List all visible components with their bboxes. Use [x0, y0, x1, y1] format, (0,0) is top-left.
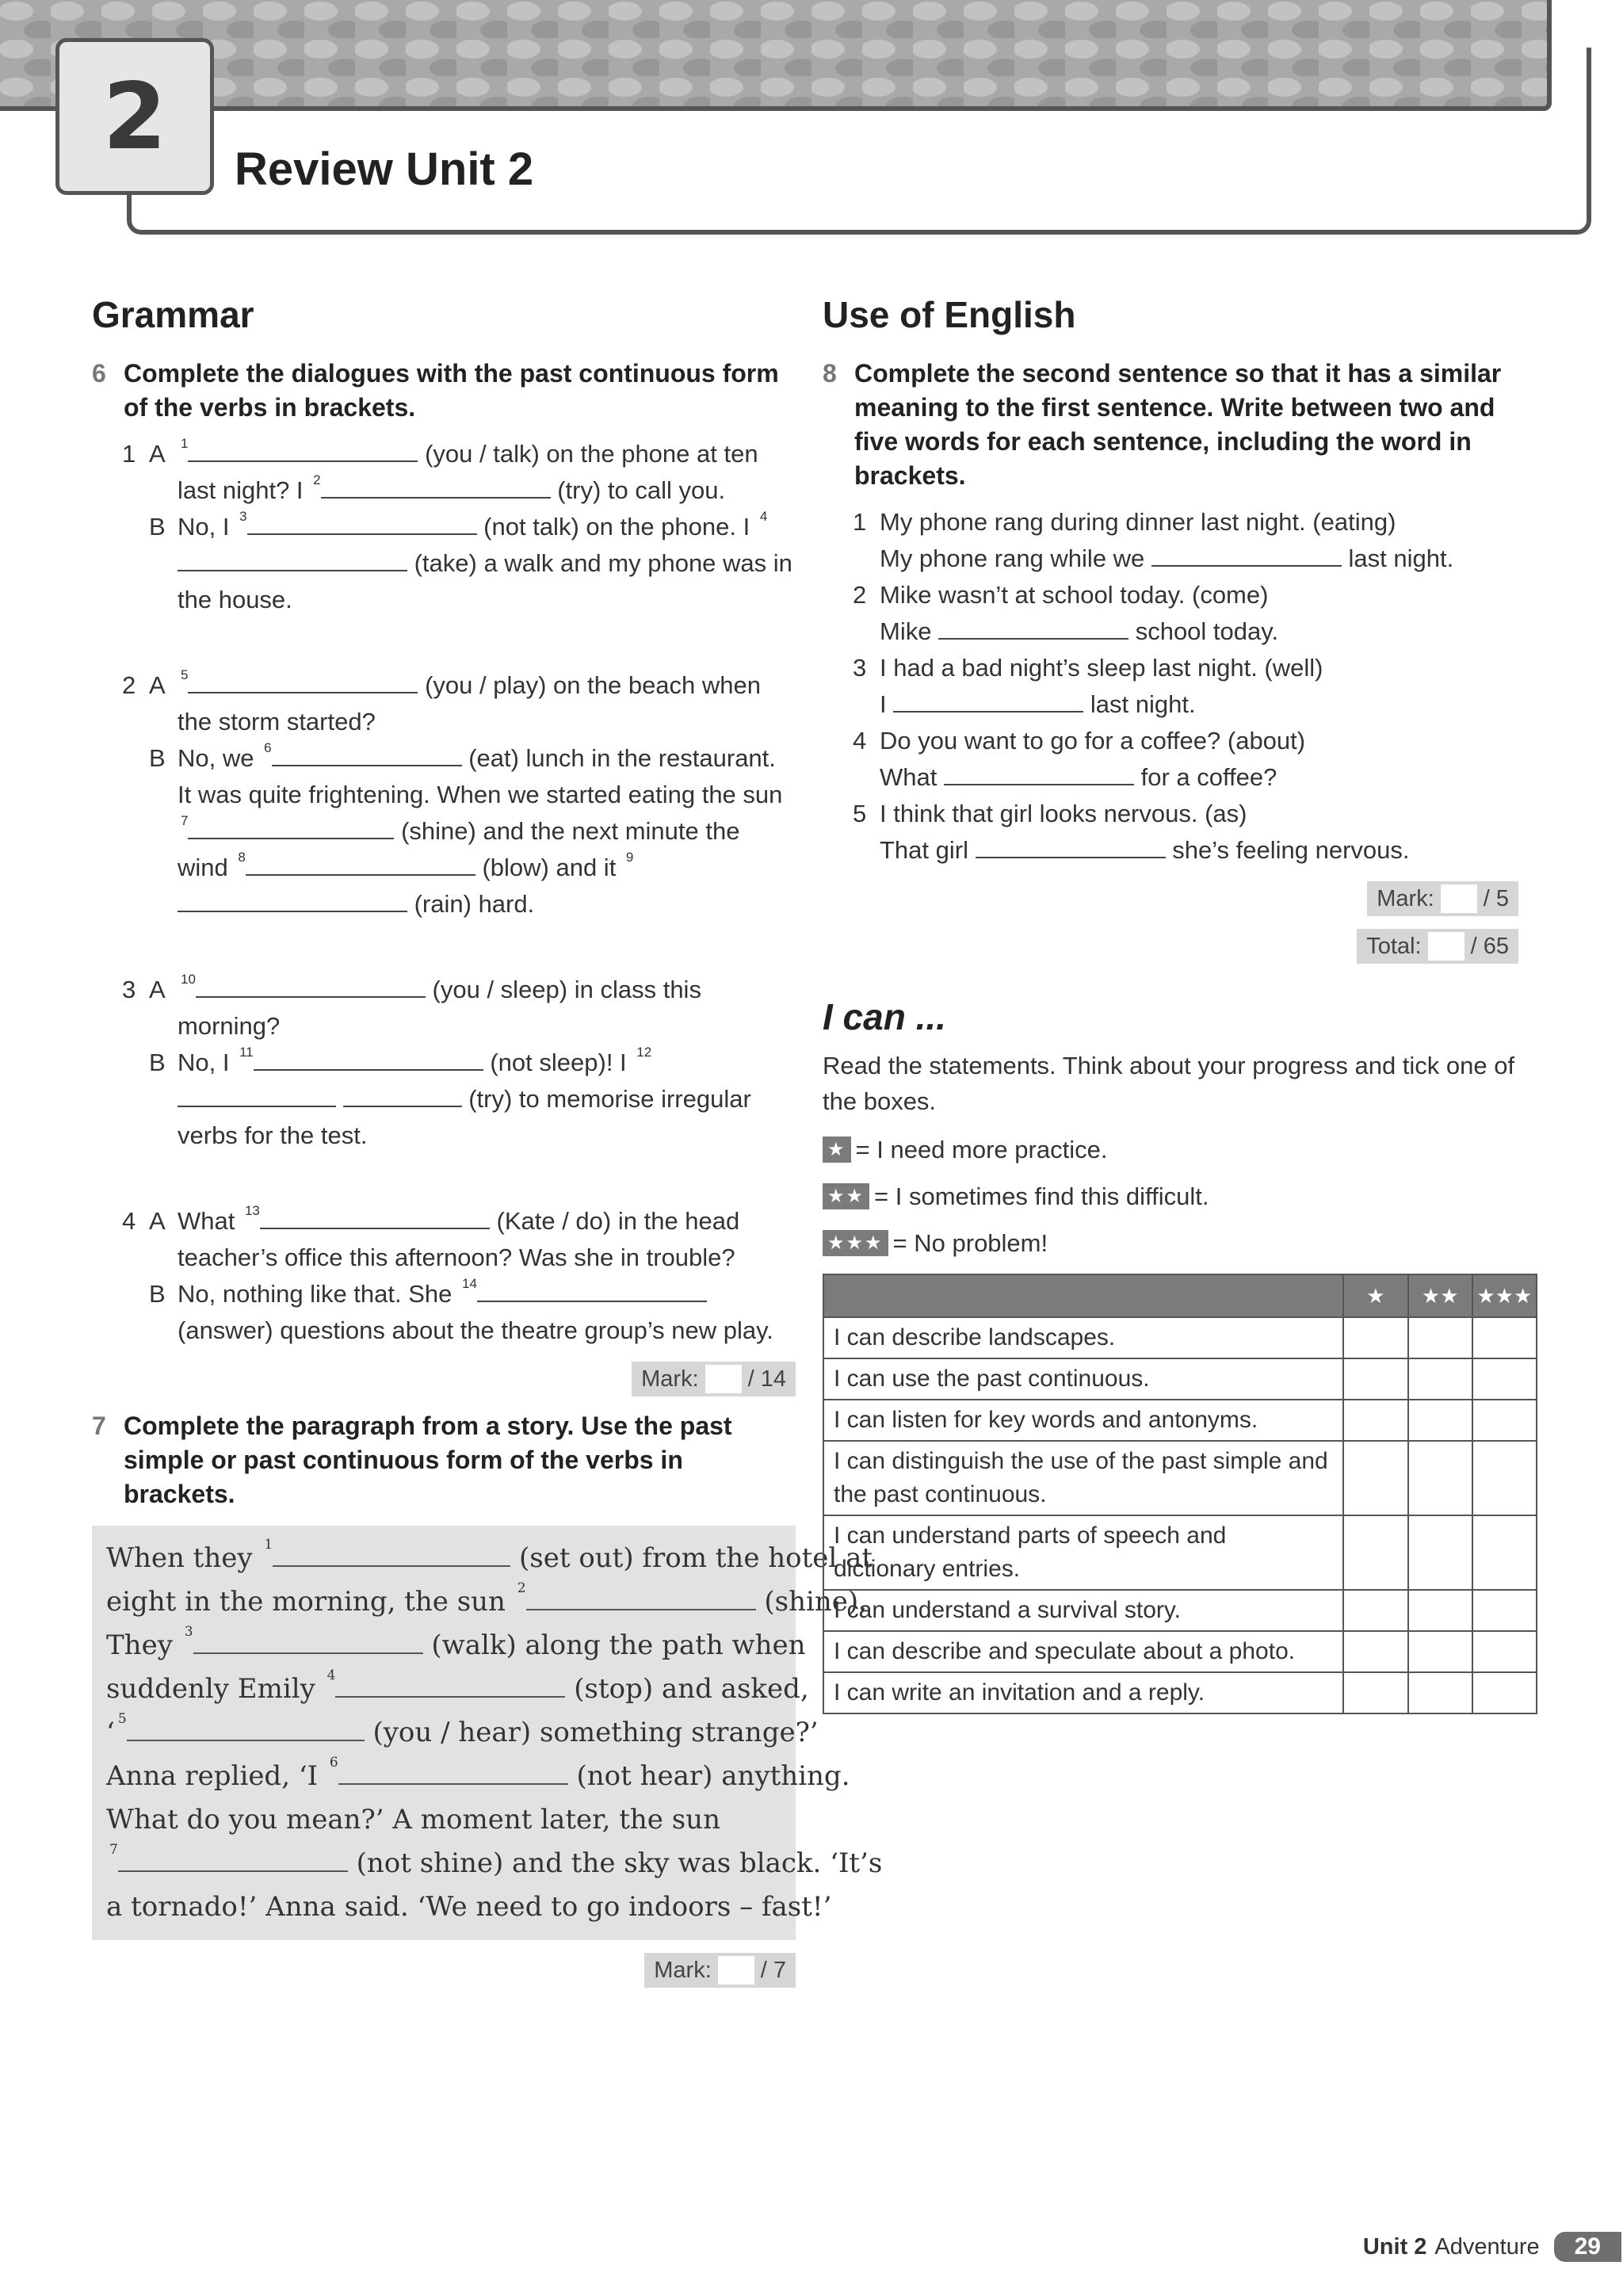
unit-number-badge: 2: [55, 38, 214, 195]
uoe-blank-2[interactable]: [938, 614, 1128, 640]
dialogue-2b: B No, we $^6$ (eat) lunch in the restaurant. It was quite frightening. When we started eating the sun $^7$ (shine) and the next minute the wind $^8$ (blow) and it $^9$ (rain) hard.: [149, 740, 783, 918]
item-1-answer: My phone rang while we last night.: [853, 541, 1526, 577]
story-blank-7[interactable]: [118, 1847, 348, 1872]
task-8-instruction: [823, 357, 1526, 493]
tick-box[interactable]: [1472, 1590, 1537, 1631]
story-blank-1[interactable]: [273, 1541, 510, 1567]
task-text: Complete the dialogues with the past continuous form of the verbs in brackets.: [124, 359, 779, 422]
task-number: 8: [823, 359, 837, 388]
task-7-instruction: [92, 1409, 796, 1511]
tick-box[interactable]: [1408, 1631, 1472, 1672]
star-icon: ★: [823, 1137, 851, 1163]
tick-box[interactable]: [1408, 1515, 1472, 1590]
mark-total: / 14: [747, 1366, 786, 1392]
mark-6: [92, 1362, 796, 1396]
uoe-blank-4[interactable]: [944, 760, 1134, 785]
dialogue-4a: 4 A What $^{13}$ (Kate / do) in the head teacher’s office this afternoon? Was she in trouble?: [122, 1203, 740, 1271]
tick-box[interactable]: [1472, 1672, 1537, 1713]
key-three-star: ★★★ = No problem!: [823, 1227, 1526, 1259]
tick-box[interactable]: [1343, 1672, 1407, 1713]
mark-8-input[interactable]: [1441, 884, 1477, 913]
star-icon: ★: [1343, 1274, 1407, 1317]
story-blank-6[interactable]: [338, 1759, 568, 1785]
tick-box[interactable]: [1343, 1400, 1407, 1441]
tick-box[interactable]: [1408, 1590, 1472, 1631]
answer-blank-12-cont[interactable]: [343, 1082, 462, 1107]
mark-label: Mark:: [1377, 885, 1434, 911]
page-title: Review Unit 2: [235, 143, 534, 195]
item-5-prompt: 5 I think that girl looks nervous. (as): [853, 800, 1247, 827]
table-header-blank: [823, 1274, 1343, 1317]
key-two-star: ★★ = I sometimes find this difficult.: [823, 1180, 1526, 1213]
key-one-star: ★ = I need more practice.: [823, 1133, 1526, 1166]
item-3-answer: I last night.: [853, 686, 1526, 723]
dialogue-3b: B No, I $^{11}$ (not sleep)! I $^{12}$ (try) to memorise irregular verbs for the test.: [149, 1045, 751, 1149]
total-input[interactable]: [1428, 932, 1465, 961]
tick-box[interactable]: [1343, 1358, 1407, 1400]
mark-6-input[interactable]: [705, 1365, 742, 1393]
total-mark: [823, 929, 1518, 964]
answer-blank-6[interactable]: [272, 741, 462, 766]
table-row: I can distinguish the use of the past simple and the past continuous.: [823, 1441, 1537, 1515]
task-6-instruction: [92, 357, 796, 425]
table-row: I can write an invitation and a reply.: [823, 1672, 1537, 1713]
mark-8: [823, 881, 1518, 916]
star-icon: ★★: [1408, 1274, 1472, 1317]
tick-box[interactable]: [1472, 1358, 1537, 1400]
footer-unit-name: Adventure: [1434, 2233, 1540, 2260]
answer-blank-3[interactable]: [247, 510, 477, 535]
tick-box[interactable]: [1408, 1317, 1472, 1358]
tick-box[interactable]: [1343, 1441, 1407, 1515]
uoe-blank-1[interactable]: [1151, 541, 1342, 567]
total-label: Total:: [1366, 933, 1422, 959]
answer-blank-8[interactable]: [246, 850, 475, 876]
story-blank-4[interactable]: [335, 1672, 565, 1698]
item-5-answer: That girl she’s feeling nervous.: [853, 832, 1526, 869]
page-footer: [1363, 2232, 1621, 2262]
dialogue-2a: 2 A $^5$ (you / play) on the beach when the storm started?: [122, 667, 762, 735]
item-2-answer: Mike school today.: [853, 613, 1526, 650]
story-blank-2[interactable]: [526, 1585, 756, 1610]
star-icon: ★★★: [823, 1230, 888, 1256]
grammar-section: [92, 293, 883, 2000]
tick-box[interactable]: [1472, 1317, 1537, 1358]
mark-7-input[interactable]: [718, 1956, 754, 1985]
total-value: / 65: [1470, 933, 1509, 959]
dialogue-list: [122, 436, 796, 1349]
tick-box[interactable]: [1472, 1400, 1537, 1441]
tick-box[interactable]: [1408, 1441, 1472, 1515]
ican-table: [823, 1274, 1537, 1714]
item-4-prompt: 4 Do you want to go for a coffee? (about): [853, 727, 1306, 755]
mark-total: / 5: [1483, 885, 1509, 911]
tick-box[interactable]: [1343, 1317, 1407, 1358]
item-2-prompt: 2 Mike wasn’t at school today. (come): [853, 581, 1269, 609]
answer-blank-12[interactable]: [178, 1082, 336, 1107]
tick-box[interactable]: [1472, 1631, 1537, 1672]
table-row: I can describe landscapes.: [823, 1317, 1537, 1358]
use-of-english-heading: Use of English: [823, 294, 1076, 335]
star-icon: ★★★: [1472, 1274, 1537, 1317]
story-panel: When they $^1$ (set out) from the hotel at eight in the morning, the sun $^2$ (shine). They $^3$ (walk) along the path when suddenly Emily $^4$ (stop) and asked, ‘ $^5$ (you / hear) something strange?’ Anna replied, ‘I $^6$ (not hear) anything. What do you mean?’ A moment later, the sun $^7$ (not shine) and the sky was black. ‘It’s a tornado!’ Anna said. ‘We need to go indoors – fast!’: [92, 1526, 796, 1940]
answer-blank-2[interactable]: [321, 473, 551, 499]
mark-label: Mark:: [654, 1957, 712, 1983]
mark-total: / 7: [760, 1957, 786, 1983]
uoe-blank-3[interactable]: [893, 687, 1083, 712]
answer-blank-1[interactable]: [188, 437, 418, 462]
answer-blank-4[interactable]: [178, 546, 407, 571]
mark-7: [92, 1953, 796, 1988]
tick-box[interactable]: [1472, 1441, 1537, 1515]
footer-unit: Unit 2: [1362, 2233, 1427, 2260]
tick-box[interactable]: [1343, 1515, 1407, 1590]
item-4-answer: What for a coffee?: [853, 759, 1526, 796]
ican-intro: Read the statements. Think about your progress and tick one of the boxes.: [823, 1052, 1515, 1115]
dialogue-4b: B No, nothing like that. She $^{14}$ (answer) questions about the theatre group’s new play.: [149, 1276, 773, 1344]
answer-blank-5[interactable]: [188, 668, 418, 693]
dialogue-3a: 3 A $^{10}$ (you / sleep) in class this morning?: [122, 972, 701, 1040]
ican-heading: I can ...: [823, 996, 946, 1037]
item-1-prompt: 1 My phone rang during dinner last night. (eating): [853, 508, 1396, 536]
story-blank-5[interactable]: [127, 1716, 365, 1741]
uoe-blank-5[interactable]: [976, 833, 1166, 858]
item-3-prompt: 3 I had a bad night’s sleep last night. (well): [853, 654, 1323, 682]
tick-box[interactable]: [1472, 1515, 1537, 1590]
answer-blank-13[interactable]: [260, 1204, 490, 1229]
dialogue-1a: 1 A $^1$ (you / talk) on the phone at ten last night? I $^2$ (try) to call you.: [122, 436, 758, 504]
page-number: 29: [1554, 2232, 1621, 2262]
table-row: I can understand parts of speech and dictionary entries.: [823, 1515, 1537, 1590]
header-frame: [127, 48, 1591, 235]
table-row: I can listen for key words and antonyms.: [823, 1400, 1537, 1441]
star-icon: ★★: [823, 1183, 869, 1209]
table-row: I can describe and speculate about a photo.: [823, 1631, 1537, 1672]
task-number: 6: [92, 359, 106, 388]
answer-blank-9[interactable]: [178, 887, 407, 912]
dialogue-1b: B No, I $^3$ (not talk) on the phone. I $^4$ (take) a walk and my phone was in the house.: [149, 509, 792, 613]
story-blank-3[interactable]: [193, 1629, 423, 1654]
table-row: I can use the past continuous.: [823, 1358, 1537, 1400]
table-row: I can understand a survival story.: [823, 1590, 1537, 1631]
transformation-list: [853, 504, 1526, 869]
answer-blank-11[interactable]: [254, 1045, 483, 1071]
grammar-heading: Grammar: [92, 294, 254, 335]
tick-box[interactable]: [1408, 1672, 1472, 1713]
tick-box[interactable]: [1408, 1400, 1472, 1441]
use-of-english-section: [823, 293, 1533, 1714]
answer-blank-14[interactable]: [477, 1277, 707, 1302]
tick-box[interactable]: [1408, 1358, 1472, 1400]
task-number: 7: [92, 1412, 106, 1440]
tick-box[interactable]: [1343, 1631, 1407, 1672]
mark-label: Mark:: [641, 1366, 699, 1392]
answer-blank-7[interactable]: [188, 814, 394, 839]
task-text: Complete the second sentence so that it has a similar meaning to the first sentence. Write between two and five words for each sentence, including the word in brackets.: [854, 359, 1502, 490]
tick-box[interactable]: [1343, 1590, 1407, 1631]
task-text: Complete the paragraph from a story. Use the past simple or past continuous form of the verbs in brackets.: [124, 1412, 732, 1508]
answer-blank-10[interactable]: [196, 972, 426, 998]
